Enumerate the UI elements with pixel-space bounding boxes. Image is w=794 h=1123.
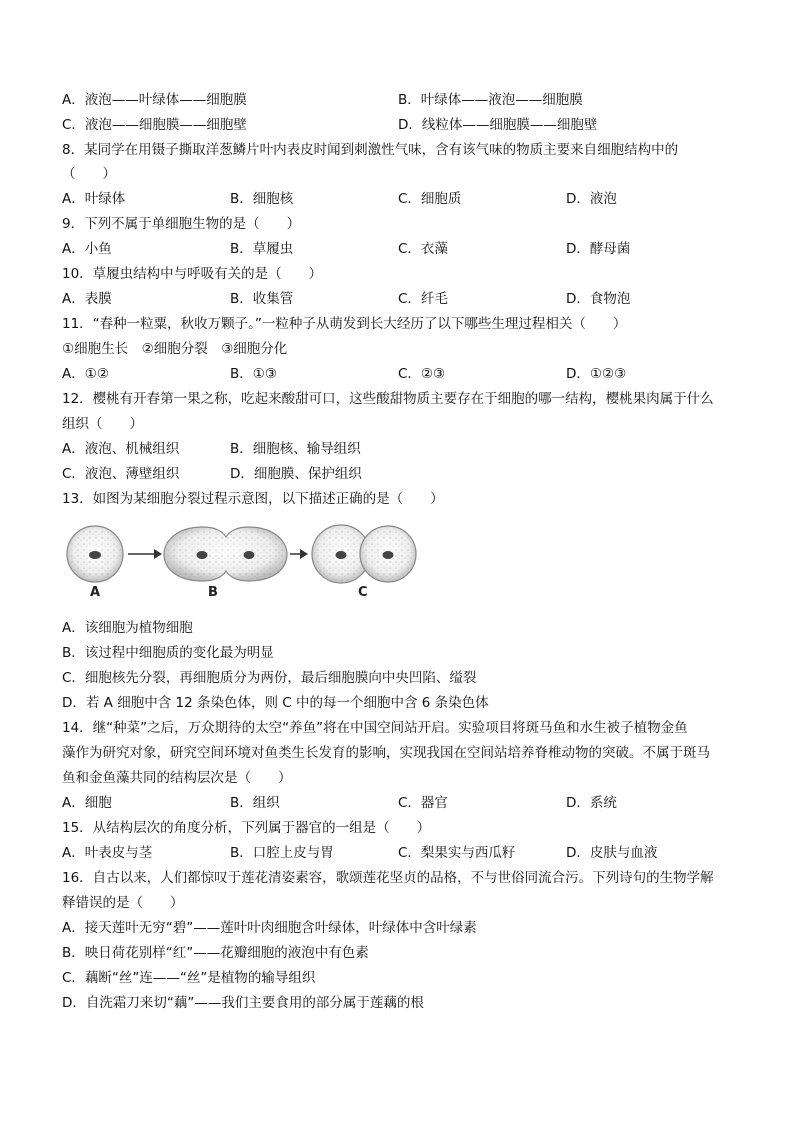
- q11-option-d: D．①②③: [566, 366, 627, 382]
- q12-option-a: A．液泡、机械组织: [62, 441, 180, 457]
- q9-option-c: C．衣藻: [398, 241, 448, 257]
- cell-a: [67, 526, 123, 582]
- q12-stem: 12．樱桃有开春第一果之称，吃起来酸甜可口，这些酸甜物质主要存在于细胞的哪一结构，樱桃果肉属于什么: [62, 391, 714, 407]
- q14-option-a: A．细胞: [62, 795, 112, 811]
- q13-option-b: B．该过程中细胞质的变化最为明显: [62, 645, 274, 661]
- nucleus-icon: [383, 551, 394, 559]
- cell-division-diagram: [58, 524, 418, 602]
- q15-option-d: D．皮肤与血液: [566, 845, 658, 861]
- q13-option-d: D．若 A 细胞中含 12 条染色体，则 C 中的每一个细胞中含 6 条染色体: [62, 695, 489, 711]
- q12-option-b: B．细胞核、输导组织: [230, 441, 361, 457]
- q11-stem: 11．“春种一粒粟，秋收万颗子。”一粒种子从萌发到长大经历了以下哪些生理过程相关（ ）: [62, 316, 627, 332]
- q14-stem-line2: 藻作为研究对象，研究空间环境对鱼类生长发育的影响，实现我国在空间站培养脊椎动物的突破。不属于斑马: [62, 745, 710, 761]
- q12-option-c: C．液泡、薄壁组织: [62, 466, 180, 482]
- label-c: C: [358, 585, 368, 600]
- q16-option-c: C．藕断“丝”连——“丝”是植物的输导组织: [62, 970, 316, 986]
- q9-stem: 9．下列不属于单细胞生物的是（ ）: [62, 216, 301, 232]
- q15-option-a: A．叶表皮与茎: [62, 845, 153, 861]
- q10-stem: 10．草履虫结构中与呼吸有关的是（ ）: [62, 266, 323, 282]
- nucleus-icon: [89, 551, 101, 559]
- q13-option-a: A．该细胞为植物细胞: [62, 620, 193, 636]
- q14-option-c: C．器官: [398, 795, 448, 811]
- label-a: A: [90, 585, 101, 600]
- q16-stem-line1: 16．自古以来，人们都惊叹于莲花清姿素容，歌颂莲花坚贞的品格，不与世俗同流合污。下列诗句的生物学解: [62, 870, 714, 886]
- q14-option-b: B．组织: [230, 795, 280, 811]
- nucleus-icon: [336, 551, 347, 559]
- nucleus-icon: [244, 551, 255, 559]
- q13-stem: 13．如图为某细胞分裂过程示意图，以下描述正确的是（ ）: [62, 491, 444, 507]
- q8-option-d: D．液泡: [566, 191, 617, 207]
- q15-option-b: B．口腔上皮与胃: [230, 845, 334, 861]
- q15-option-c: C．梨果实与西瓜籽: [398, 845, 516, 861]
- arrow-icon: [290, 549, 308, 559]
- q9-option-d: D．酵母菌: [566, 241, 631, 257]
- cell-c: [312, 525, 416, 583]
- q11-option-a: A．①②: [62, 366, 109, 382]
- q16-option-a: A．接天莲叶无穷“碧”——莲叶叶肉细胞含叶绿体，叶绿体中含叶绿素: [62, 920, 477, 936]
- q14-stem-line1: 14．继“种菜”之后，万众期待的太空“养鱼”将在中国空间站开启。实验项目将斑马鱼和水生被子植物金鱼: [62, 720, 688, 736]
- q9-option-a: A．小鱼: [62, 241, 112, 257]
- q10-option-c: C．纤毛: [398, 291, 448, 307]
- q10-option-a: A．表膜: [62, 291, 112, 307]
- q11-items: ①细胞生长 ②细胞分裂 ③细胞分化: [62, 341, 288, 357]
- q16-option-d: D．自洗霜刀来切“藕”——我们主要食用的部分属于莲藕的根: [62, 995, 424, 1011]
- arrow-icon: [128, 549, 162, 559]
- q14-option-d: D．系统: [566, 795, 617, 811]
- q7-option-a: A．液泡——叶绿体——细胞膜: [62, 92, 247, 108]
- nucleus-icon: [197, 551, 208, 559]
- q14-stem-line3: 鱼和金鱼藻共同的结构层次是（ ）: [62, 770, 292, 786]
- q16-stem-line2: 释错误的是（ ）: [62, 895, 184, 911]
- q16-option-b: B．映日荷花别样“红”——花瓣细胞的液泡中有色素: [62, 945, 369, 961]
- q12-option-d: D．细胞膜、保护组织: [230, 466, 362, 482]
- q8-option-c: C．细胞质: [398, 191, 462, 207]
- q10-option-b: B．收集管: [230, 291, 294, 307]
- q10-option-d: D．食物泡: [566, 291, 631, 307]
- q13-option-c: C．细胞核先分裂，再细胞质分为两份，最后细胞膜向中央凹陷、缢裂: [62, 670, 477, 686]
- q7-option-c: C．液泡——细胞膜——细胞壁: [62, 117, 247, 133]
- q15-stem: 15．从结构层次的角度分析，下列属于器官的一组是（ ）: [62, 820, 431, 836]
- q8-stem-blank: （ ）: [62, 166, 116, 182]
- q8-stem: 8．某同学在用镊子撕取洋葱鳞片叶内表皮时闻到刺激性气味，含有该气味的物质主要来自细胞结构中的: [62, 142, 679, 158]
- q8-option-b: B．细胞核: [230, 191, 294, 207]
- q8-option-a: A．叶绿体: [62, 191, 126, 207]
- cell-b: [164, 527, 287, 581]
- q9-option-b: B．草履虫: [230, 241, 294, 257]
- q7-option-d: D．线粒体——细胞膜——细胞壁: [398, 117, 598, 133]
- q11-option-b: B．①③: [230, 366, 277, 382]
- label-b: B: [208, 585, 218, 600]
- q11-option-c: C．②③: [398, 366, 446, 382]
- q7-option-b: B．叶绿体——液泡——细胞膜: [398, 92, 583, 108]
- q12-stem-cont: 组织（ ）: [62, 416, 143, 432]
